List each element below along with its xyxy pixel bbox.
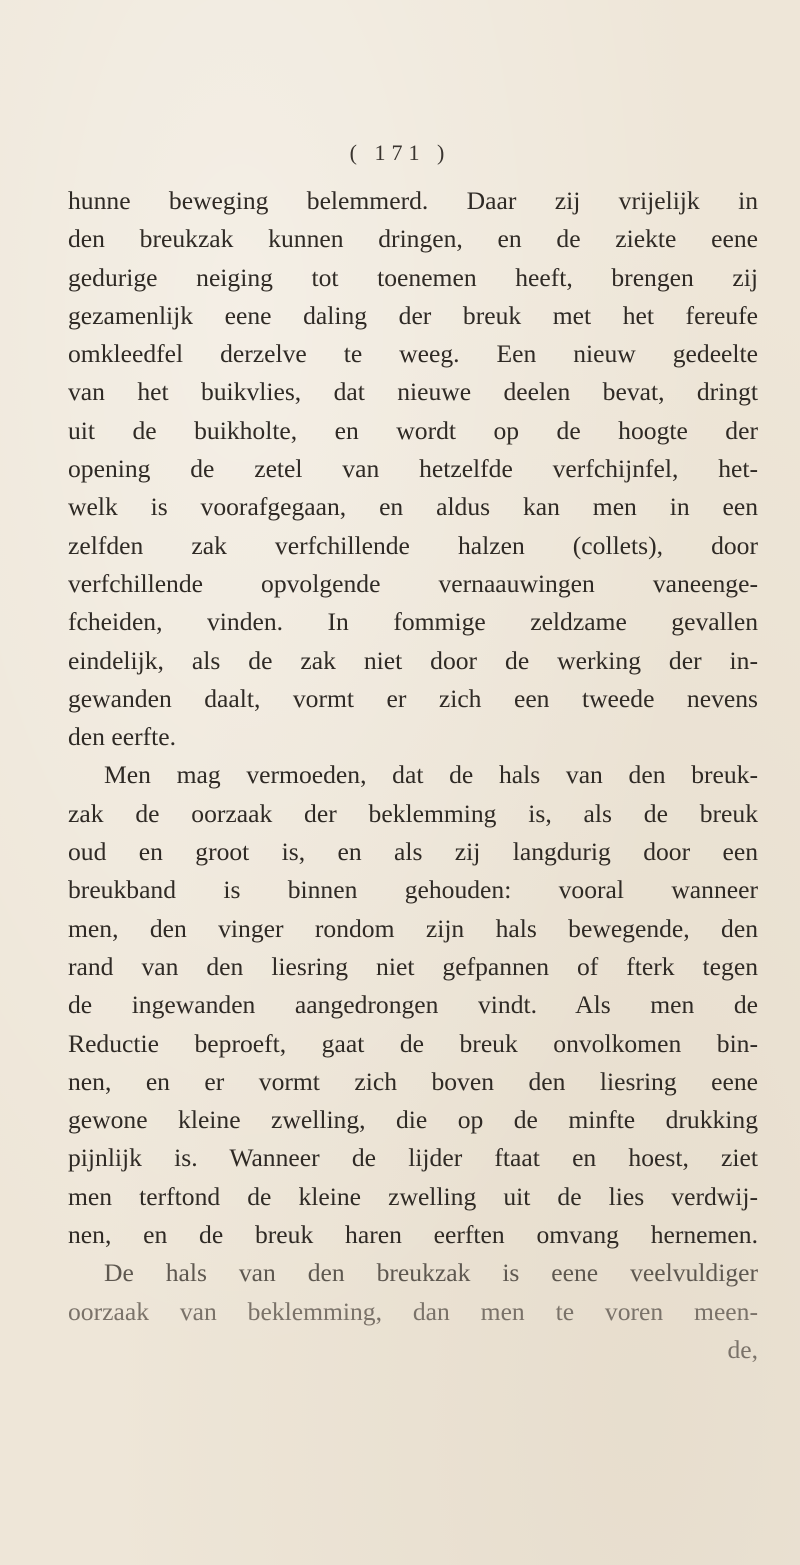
text-line: rand van den liesring niet gefpannen of fterk tegen: [68, 951, 758, 981]
text-line: hunne beweging belemmerd. Daar zij vrijelijk in: [68, 186, 758, 215]
text-line: verfchillende opvolgende vernaauwingen vaneenge-: [68, 568, 758, 598]
text-line: Men mag vermoeden, dat de hals van den breuk-: [104, 760, 758, 790]
text-line: de,: [727, 1334, 758, 1364]
text-line: omkleedfel derzelve te weeg. Een nieuw gedeelte: [68, 339, 758, 369]
text-line: uit de buikholte, en wordt op de hoogte der: [68, 415, 758, 445]
text-line: gewanden daalt, vormt er zich een tweede nevens: [68, 683, 758, 713]
text-line: pijnlijk is. Wanneer de lijder ftaat en hoest, ziet: [68, 1143, 758, 1173]
text-line: men, den vinger rondom zijn hals bewegende, den: [68, 913, 758, 943]
text-line: opening de zetel van hetzelfde verfchijnfel, het-: [68, 454, 758, 484]
text-line: nen, en de breuk haren eerften omvang hernemen.: [68, 1220, 758, 1250]
text-line: den breukzak kunnen dringen, en de ziekte eene: [68, 224, 758, 254]
text-line: zak de oorzaak der beklemming is, als de breuk: [68, 798, 758, 828]
text-line: gedurige neiging tot toenemen heeft, brengen zij: [68, 262, 758, 292]
text-line: de ingewanden aangedrongen vindt. Als men de: [68, 990, 758, 1020]
text-line: men terftond de kleine zwelling uit de lies verdwij-: [68, 1181, 758, 1211]
text-line: oorzaak van beklemming, dan men te voren meen-: [68, 1296, 758, 1326]
text-line: welk is voorafgegaan, en aldus kan men in een: [68, 492, 758, 522]
text-line: eindelijk, als de zak niet door de werking der in-: [68, 645, 758, 675]
text-line: gezamenlijk eene daling der breuk met het fereufe: [68, 300, 758, 330]
text-line: fcheiden, vinden. In fommige zeldzame gevallen: [68, 607, 758, 637]
text-line: Reductie beproeft, gaat de breuk onvolkomen bin-: [68, 1028, 758, 1058]
text-line: breukband is binnen gehouden: vooral wanneer: [68, 875, 758, 905]
text-line: den eerfte.: [68, 722, 176, 752]
page-number: ( 171 ): [349, 140, 451, 165]
text-line: De hals van den breukzak is eene veelvuldiger: [104, 1258, 758, 1288]
text-line: nen, en er vormt zich boven den liesring eene: [68, 1066, 758, 1096]
text-line: oud en groot is, en als zij langdurig door een: [68, 837, 758, 867]
page-body-text: [68, 182, 758, 1369]
text-line: gewone kleine zwelling, die op de minfte drukking: [68, 1105, 758, 1135]
text-line: zelfden zak verfchillende halzen (collets), door: [68, 530, 758, 560]
text-line: van het buikvlies, dat nieuwe deelen bevat, dringt: [68, 377, 758, 407]
